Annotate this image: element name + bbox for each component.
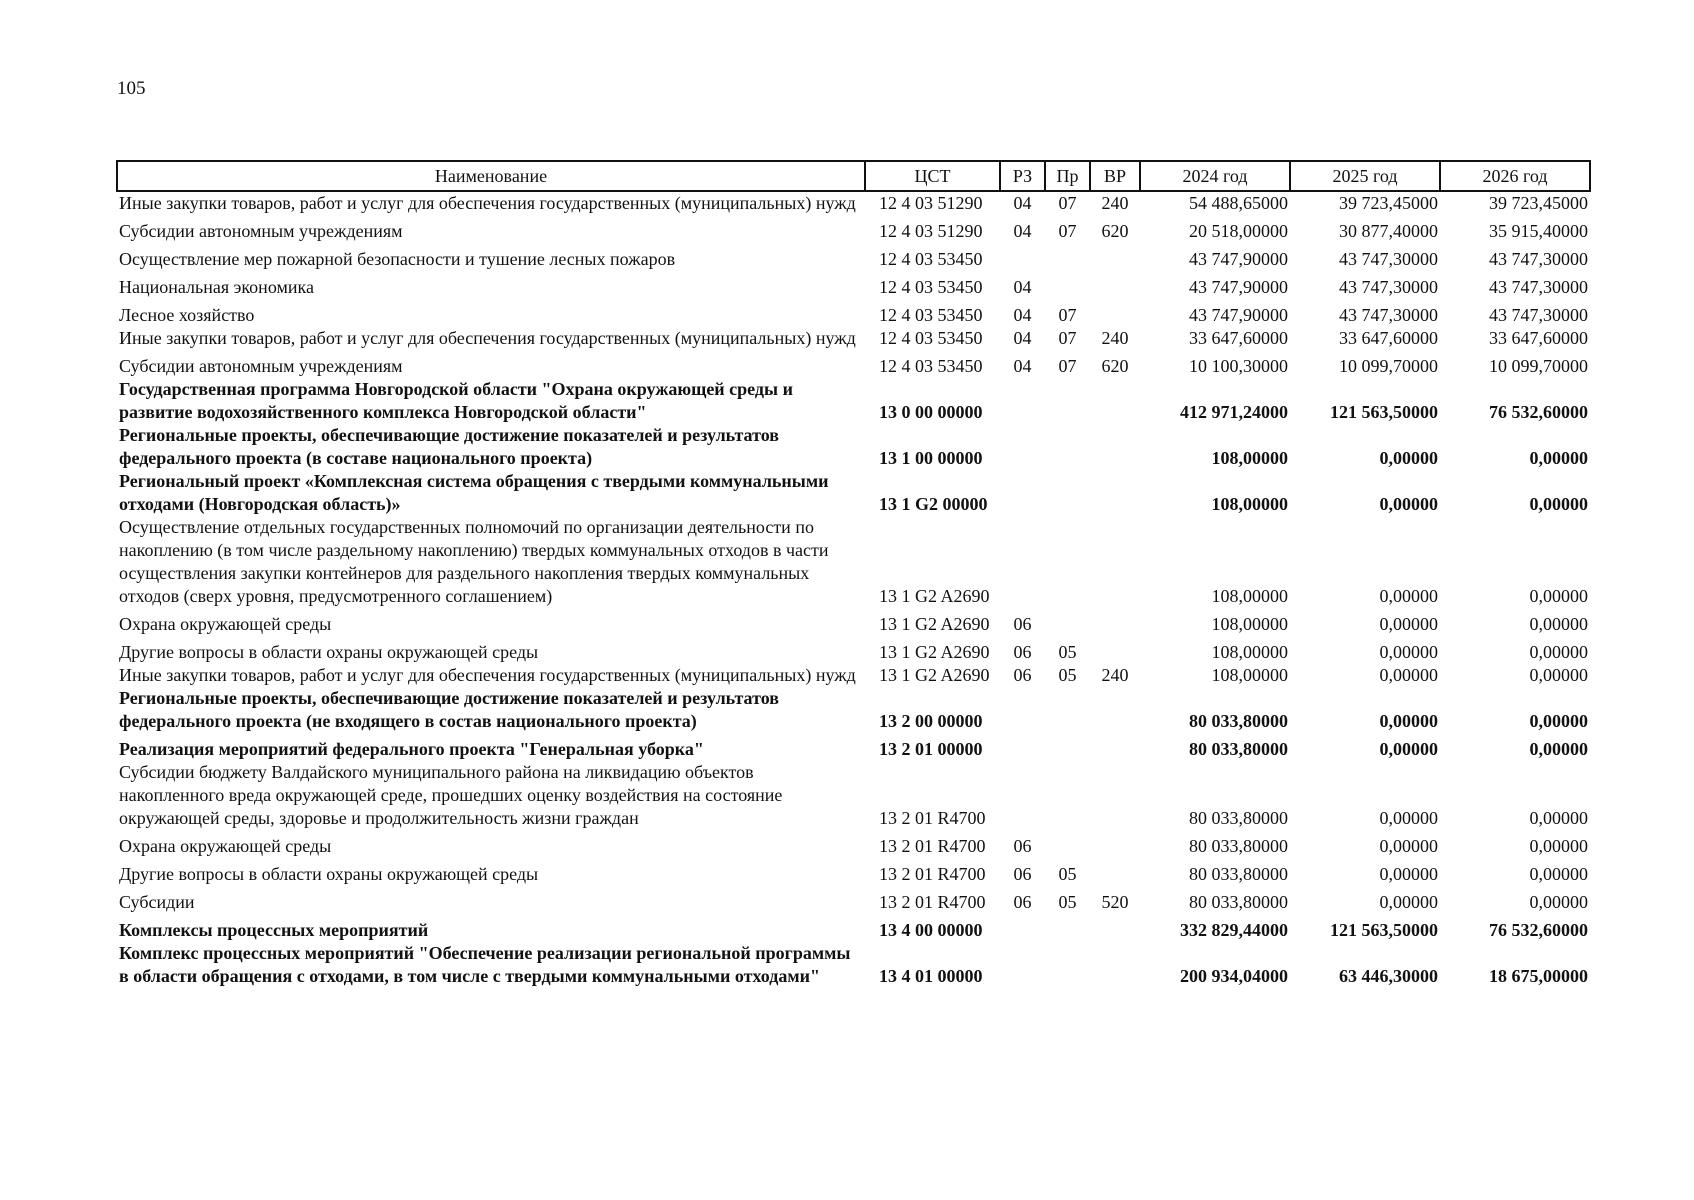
header-row (117, 161, 1590, 191)
cell-rz: 06 (1013, 665, 1032, 685)
table-row (117, 886, 1590, 914)
cell-vr (1090, 914, 1140, 942)
cell-name: Субсидии бюджету Валдайского муниципального района на ликвидацию объектов накопленного вреда окружающей среде, прошедших оценку воздействия на состояние окружающей среды, здоровье и продолжительность жизни граждан (119, 762, 783, 828)
cell-2026: 0,00000 (1529, 711, 1588, 731)
cell-pr (1045, 378, 1090, 424)
cell-name: Региональные проекты, обеспечивающие достижение показателей и результатов федерального проекта (в составе национального проекта) (119, 425, 779, 468)
cell-2024: 80 033,80000 (1189, 739, 1288, 759)
cell-rz (1000, 733, 1045, 761)
cell-pr (1045, 608, 1090, 636)
cell-vr (1090, 636, 1140, 664)
budget-table (116, 160, 1591, 988)
cell-name: Комплексы процессных мероприятий (119, 920, 429, 940)
cell-2025: 30 877,40000 (1339, 221, 1438, 241)
table-row (117, 858, 1590, 886)
cell-2025: 39 723,45000 (1339, 193, 1438, 213)
header-2026: 2026 год (1440, 161, 1590, 191)
header-2025: 2025 год (1290, 161, 1440, 191)
cell-name: Иные закупки товаров, работ и услуг для обеспечения государственных (муниципальных) нужд (119, 665, 856, 685)
cell-rz: 06 (1013, 642, 1032, 662)
cell-name: Иные закупки товаров, работ и услуг для обеспечения государственных (муниципальных) нужд (119, 193, 856, 213)
cell-2026: 76 532,60000 (1489, 402, 1588, 422)
cell-2025: 121 563,50000 (1330, 920, 1438, 940)
cell-rz: 06 (1013, 892, 1032, 912)
cell-name: Региональные проекты, обеспечивающие достижение показателей и результатов федерального проекта (не входящего в состав национального проекта) (119, 688, 779, 731)
cell-vr (1090, 516, 1140, 608)
cell-2025: 0,00000 (1379, 808, 1438, 828)
cell-cst: 12 4 03 51290 (879, 193, 983, 213)
cell-rz (1000, 687, 1045, 733)
cell-name: Осуществление мер пожарной безопасности и тушение лесных пожаров (119, 249, 676, 269)
cell-pr: 05 (1058, 642, 1077, 662)
cell-name: Комплекс процессных мероприятий "Обеспечение реализации региональной программы в области обращения с отходами, в том числе с твердыми коммунальными отходами" (119, 943, 851, 986)
header-vr: ВР (1090, 161, 1140, 191)
cell-cst: 13 1 G2 A2690 (879, 642, 990, 662)
cell-2024: 20 518,00000 (1189, 221, 1288, 241)
cell-2026: 0,00000 (1529, 665, 1588, 685)
cell-cst: 12 4 03 53450 (879, 249, 983, 269)
table-row (117, 271, 1590, 299)
cell-pr (1045, 914, 1090, 942)
cell-vr (1090, 608, 1140, 636)
cell-name: Иные закупки товаров, работ и услуг для обеспечения государственных (муниципальных) нужд (119, 328, 856, 348)
cell-name: Осуществление отдельных государственных полномочий по организации деятельности по накоплению (в том числе раздельному накоплению) твердых коммунальных отходов в части осуществления закупки контейнеров для раздельного накопления твердых коммунальных отходов (сверх уровня, предусмотренного соглашением) (119, 517, 829, 606)
table-row (117, 830, 1590, 858)
cell-2024: 412 971,24000 (1180, 402, 1288, 422)
cell-2024: 108,00000 (1211, 586, 1288, 606)
cell-cst: 13 2 00 00000 (879, 711, 983, 731)
cell-vr (1090, 271, 1140, 299)
table-header (117, 161, 1590, 191)
header-rz: РЗ (1000, 161, 1045, 191)
cell-pr: 07 (1058, 328, 1077, 348)
cell-pr (1045, 687, 1090, 733)
table-row (117, 350, 1590, 378)
cell-2024: 108,00000 (1211, 665, 1288, 685)
table-body (117, 191, 1590, 988)
cell-2024: 80 033,80000 (1189, 836, 1288, 856)
cell-vr: 240 (1101, 193, 1129, 213)
cell-2024: 200 934,04000 (1180, 966, 1288, 986)
cell-name: Охрана окружающей среды (119, 836, 332, 856)
cell-2024: 108,00000 (1211, 614, 1288, 634)
cell-2026: 0,00000 (1529, 892, 1588, 912)
cell-rz (1000, 470, 1045, 516)
cell-rz (1000, 424, 1045, 470)
table-row (117, 608, 1590, 636)
cell-cst: 13 2 01 R4700 (879, 892, 986, 912)
cell-cst: 13 2 01 R4700 (879, 808, 986, 828)
cell-pr: 05 (1058, 665, 1077, 685)
cell-2026: 35 915,40000 (1489, 221, 1588, 241)
table-row (117, 378, 1590, 424)
cell-pr: 05 (1058, 864, 1077, 884)
table-row (117, 215, 1590, 243)
cell-rz (1000, 942, 1045, 988)
cell-cst: 13 1 G2 A2690 (879, 586, 990, 606)
cell-2025: 0,00000 (1379, 836, 1438, 856)
cell-rz (1000, 914, 1045, 942)
cell-cst: 13 0 00 00000 (879, 402, 983, 422)
cell-2026: 43 747,30000 (1489, 249, 1588, 269)
cell-name: Лесное хозяйство (119, 305, 255, 325)
cell-2024: 43 747,90000 (1189, 249, 1288, 269)
cell-vr: 240 (1101, 328, 1129, 348)
page-number: 105 (117, 78, 146, 99)
cell-2025: 43 747,30000 (1339, 277, 1438, 297)
header-cst: ЦСТ (865, 161, 1000, 191)
cell-pr: 07 (1058, 221, 1077, 241)
cell-2024: 80 033,80000 (1189, 892, 1288, 912)
cell-cst: 13 1 G2 A2690 (879, 614, 990, 634)
cell-2024: 108,00000 (1211, 494, 1288, 514)
table-row (117, 733, 1590, 761)
cell-2026: 0,00000 (1529, 864, 1588, 884)
cell-pr: 07 (1058, 193, 1077, 213)
header-pr: Пр (1045, 161, 1090, 191)
cell-2024: 80 033,80000 (1189, 808, 1288, 828)
cell-pr (1045, 470, 1090, 516)
cell-pr (1045, 830, 1090, 858)
cell-2026: 39 723,45000 (1489, 193, 1588, 213)
cell-rz: 04 (1013, 328, 1032, 348)
cell-pr: 07 (1058, 356, 1077, 376)
cell-cst: 13 4 00 00000 (879, 920, 983, 940)
cell-2024: 80 033,80000 (1189, 711, 1288, 731)
cell-vr: 620 (1101, 356, 1129, 376)
cell-name: Государственная программа Новгородской области "Охрана окружающей среды и развитие водохозяйственного комплекса Новгородской области" (119, 379, 793, 422)
cell-2026: 0,00000 (1529, 808, 1588, 828)
cell-2025: 63 446,30000 (1339, 966, 1438, 986)
cell-2025: 0,00000 (1379, 711, 1438, 731)
table-row (117, 299, 1590, 327)
table-row (117, 761, 1590, 830)
cell-2024: 43 747,90000 (1189, 305, 1288, 325)
cell-2025: 0,00000 (1379, 739, 1438, 759)
table-row (117, 470, 1590, 516)
cell-pr (1045, 271, 1090, 299)
cell-rz: 04 (1013, 356, 1032, 376)
cell-pr: 05 (1058, 892, 1077, 912)
cell-rz: 04 (1013, 277, 1032, 297)
cell-cst: 13 4 01 00000 (879, 966, 983, 986)
cell-2026: 33 647,60000 (1489, 328, 1588, 348)
cell-2026: 0,00000 (1529, 448, 1588, 468)
cell-2026: 0,00000 (1529, 494, 1588, 514)
cell-name: Охрана окружающей среды (119, 614, 332, 634)
cell-2024: 108,00000 (1211, 642, 1288, 662)
table-row (117, 243, 1590, 271)
cell-2026: 0,00000 (1529, 614, 1588, 634)
cell-cst: 12 4 03 53450 (879, 328, 983, 348)
header-name: Наименование (117, 161, 865, 191)
cell-2025: 0,00000 (1379, 892, 1438, 912)
cell-vr (1090, 378, 1140, 424)
table-row (117, 424, 1590, 470)
table-row (117, 687, 1590, 733)
cell-name: Другие вопросы в области охраны окружающей среды (119, 642, 539, 662)
cell-vr (1090, 830, 1140, 858)
cell-pr (1045, 761, 1090, 830)
cell-pr (1045, 243, 1090, 271)
cell-rz: 04 (1013, 221, 1032, 241)
cell-2026: 10 099,70000 (1489, 356, 1588, 376)
cell-vr (1090, 942, 1140, 988)
cell-name: Региональный проект «Комплексная система обращения с твердыми коммунальными отходами (Новгородская область)» (119, 471, 829, 514)
cell-2026: 76 532,60000 (1489, 920, 1588, 940)
cell-pr: 07 (1058, 305, 1077, 325)
cell-rz: 04 (1013, 193, 1032, 213)
cell-2025: 0,00000 (1379, 864, 1438, 884)
table-row (117, 914, 1590, 942)
cell-rz: 06 (1013, 864, 1032, 884)
cell-cst: 12 4 03 51290 (879, 221, 983, 241)
cell-name: Субсидии автономным учреждениям (119, 221, 403, 241)
cell-cst: 12 4 03 53450 (879, 277, 983, 297)
cell-2025: 121 563,50000 (1330, 402, 1438, 422)
cell-cst: 13 2 01 00000 (879, 739, 983, 759)
cell-2025: 0,00000 (1379, 614, 1438, 634)
cell-2024: 54 488,65000 (1189, 193, 1288, 213)
cell-rz: 06 (1013, 614, 1032, 634)
table-row (117, 191, 1590, 215)
cell-2025: 0,00000 (1379, 494, 1438, 514)
header-2024: 2024 год (1140, 161, 1290, 191)
cell-name: Реализация мероприятий федерального проекта "Генеральная уборка" (119, 739, 704, 759)
cell-rz (1000, 243, 1045, 271)
cell-pr (1045, 424, 1090, 470)
cell-2025: 33 647,60000 (1339, 328, 1438, 348)
cell-pr (1045, 733, 1090, 761)
cell-2024: 108,00000 (1211, 448, 1288, 468)
cell-pr (1045, 516, 1090, 608)
cell-2025: 43 747,30000 (1339, 305, 1438, 325)
cell-rz (1000, 761, 1045, 830)
cell-vr: 240 (1101, 665, 1129, 685)
cell-vr (1090, 299, 1140, 327)
cell-2026: 0,00000 (1529, 739, 1588, 759)
cell-2025: 43 747,30000 (1339, 249, 1438, 269)
cell-vr (1090, 243, 1140, 271)
cell-2025: 10 099,70000 (1339, 356, 1438, 376)
cell-name: Другие вопросы в области охраны окружающей среды (119, 864, 539, 884)
cell-cst: 13 2 01 R4700 (879, 864, 986, 884)
table-row (117, 516, 1590, 608)
table-row (117, 942, 1590, 988)
cell-name: Субсидии автономным учреждениям (119, 356, 403, 376)
cell-cst: 13 1 G2 A2690 (879, 665, 990, 685)
cell-2024: 10 100,30000 (1189, 356, 1288, 376)
cell-2025: 0,00000 (1379, 586, 1438, 606)
cell-cst: 12 4 03 53450 (879, 305, 983, 325)
cell-rz (1000, 516, 1045, 608)
cell-vr (1090, 470, 1140, 516)
cell-2026: 0,00000 (1529, 586, 1588, 606)
cell-cst: 13 2 01 R4700 (879, 836, 986, 856)
cell-name: Национальная экономика (119, 277, 314, 297)
cell-rz: 06 (1013, 836, 1032, 856)
cell-vr (1090, 424, 1140, 470)
cell-2025: 0,00000 (1379, 448, 1438, 468)
cell-2026: 0,00000 (1529, 642, 1588, 662)
cell-vr (1090, 761, 1140, 830)
cell-cst: 13 1 G2 00000 (879, 494, 988, 514)
cell-name: Субсидии (119, 892, 195, 912)
cell-rz (1000, 378, 1045, 424)
cell-cst: 12 4 03 53450 (879, 356, 983, 376)
cell-2026: 43 747,30000 (1489, 305, 1588, 325)
cell-2024: 33 647,60000 (1189, 328, 1288, 348)
cell-2024: 80 033,80000 (1189, 864, 1288, 884)
cell-2026: 18 675,00000 (1489, 966, 1588, 986)
table-row (117, 327, 1590, 350)
cell-2025: 0,00000 (1379, 642, 1438, 662)
cell-vr (1090, 858, 1140, 886)
cell-2024: 43 747,90000 (1189, 277, 1288, 297)
cell-cst: 13 1 00 00000 (879, 448, 983, 468)
cell-vr (1090, 733, 1140, 761)
table-row (117, 636, 1590, 664)
cell-pr (1045, 942, 1090, 988)
table-row (117, 664, 1590, 687)
cell-rz: 04 (1013, 305, 1032, 325)
cell-vr: 520 (1101, 892, 1129, 912)
cell-2024: 332 829,44000 (1180, 920, 1288, 940)
cell-vr (1090, 687, 1140, 733)
budget-table-container (116, 160, 1589, 988)
cell-2025: 0,00000 (1379, 665, 1438, 685)
cell-vr: 620 (1101, 221, 1129, 241)
cell-2026: 43 747,30000 (1489, 277, 1588, 297)
cell-2026: 0,00000 (1529, 836, 1588, 856)
